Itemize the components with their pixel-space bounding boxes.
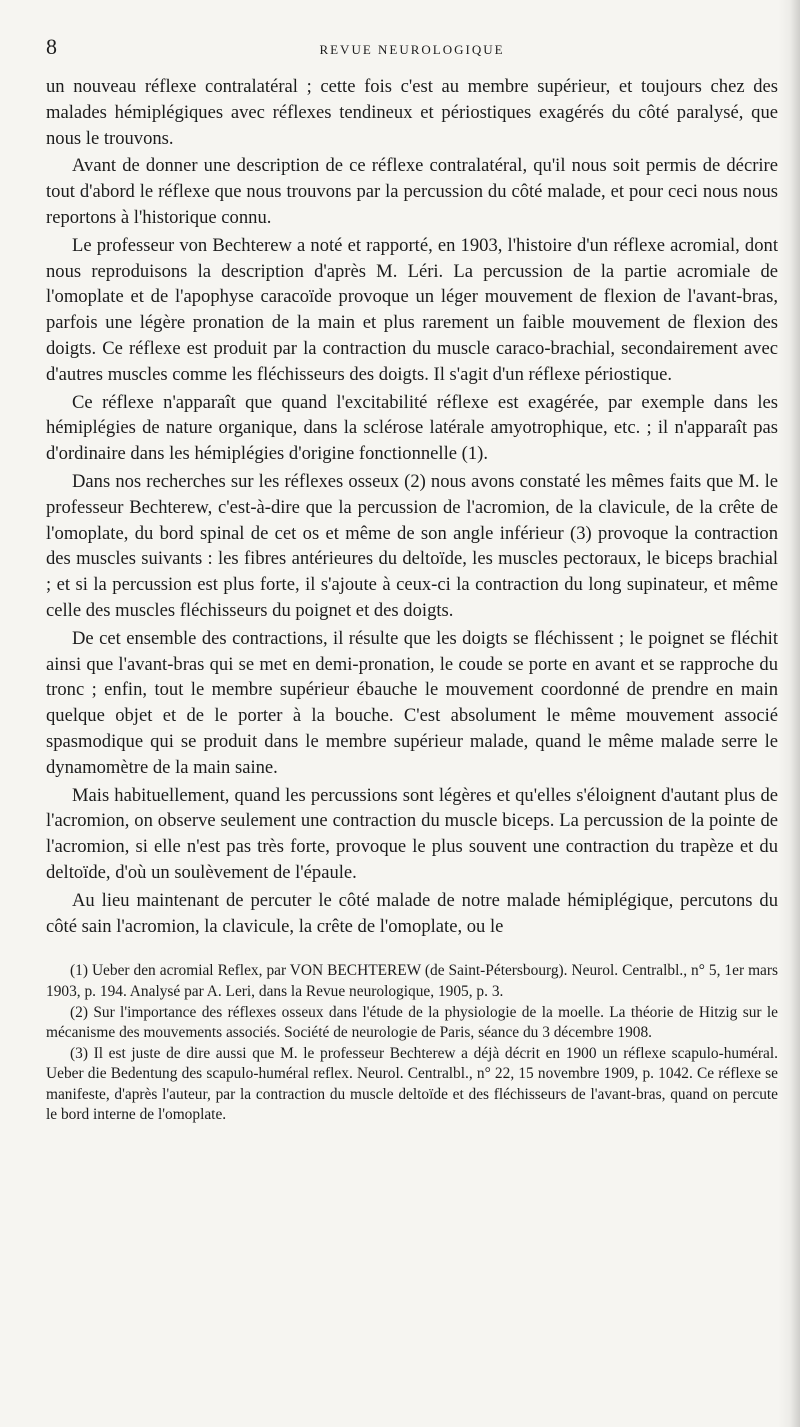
footnote-2: (2) Sur l'importance des réflexes osseux dans l'étude de la physiologie de la moelle. La théorie de Hitzig sur le mécanisme des mouvements associés. Société de neurologie de Paris, séance du 3 décembre 1908. xyxy=(46,1003,778,1041)
footnotes xyxy=(46,961,778,1125)
body-text xyxy=(46,74,778,939)
page-number: 8 xyxy=(46,34,57,59)
paragraph-bechterew-description: Le professeur von Bechterew a noté et rapporté, en 1903, l'histoire d'un réflexe acromial, dont nous reproduisons la description d'après M. Léri. La percussion de la partie acromiale de l'omoplate et de l'apophyse caracoïde provoque un léger mouvement de flexion de l'avant-bras, parfois une légère pronation de la main et plus rarement un faible mouvement de flexion des doigts. Ce réflexe est produit par la contraction du muscle caraco-brachial, secondairement avec d'autres muscles comme les fléchisseurs des doigts. Il s'agit d'un réflexe périostique. xyxy=(46,234,778,385)
paragraph-healthy-side: Au lieu maintenant de percuter le côté malade de notre malade hémiplégique, percutons du côté sain l'acromion, la clavicule, la crête de l'omoplate, ou le xyxy=(46,889,778,937)
paragraph-light-percussion: Mais habituellement, quand les percussions sont légères et qu'elles s'éloignent d'autant plus de l'acromion, on observe seulement une contraction du muscle biceps. La percussion de la pointe de l'acromion, si elle n'est pas très forte, provoque le plus souvent une contraction du trapèze et du deltoïde, d'où un soulèvement de l'épaule. xyxy=(46,784,778,883)
paragraph-continuation: un nouveau réflexe contralatéral ; cette fois c'est au membre supérieur, et toujours chez des malades hémiplégiques avec réflexes tendineux et périostiques exagérés du côté paralysé, que nous le trouvons. xyxy=(46,76,778,149)
footnote-3: (3) Il est juste de dire aussi que M. le professeur Bechterew a déjà décrit en 1900 un réflexe scapulo-huméral. Ueber die Bedentung des scapulo-huméral reflex. Neurol. Centralbl., n° 22, 15 novembre 1909, p. 1042. Ce réflexe se manifeste, d'après l'auteur, par la contraction du muscle deltoïde et des fléchisseurs de l'avant-bras, quand on percute le bord interne de l'omoplate. xyxy=(46,1045,778,1123)
paragraph-contraction-ensemble: De cet ensemble des contractions, il résulte que les doigts se fléchissent ; le poignet se fléchit ainsi que l'avant-bras qui se met en demi-pronation, le coude se porte en avant et se rapproche du tronc ; enfin, tout le membre supérieur ébauche le mouvement coordonné de prendre en main quelque objet et de le porter à la bouche. C'est absolument le même mouvement associé spasmodique qui se produit dans le membre supérieur malade, quand le même malade serre le dynamomètre de la main saine. xyxy=(46,627,778,778)
running-head xyxy=(46,30,778,62)
paragraph-research-findings: Dans nos recherches sur les réflexes osseux (2) nous avons constaté les mêmes faits que M. le professeur Bechterew, c'est-à-dire que la percussion de l'acromion, de la clavicule, de la crête de l'omoplate, du bord spinal de cet os et même de son angle inférieur (3) provoque la contraction des muscles suivants : les fibres antérieures du deltoïde, les muscles pectoraux, le biceps brachial ; et si la percussion est plus forte, il s'ajoute à ceux-ci la contraction du long supinateur, et même celle des muscles fléchisseurs du poignet et des doigts. xyxy=(46,470,778,621)
footnote-1: (1) Ueber den acromial Reflex, par VON BECHTEREW (de Saint-Pétersbourg). Neurol. Centralbl., n° 5, 1er mars 1903, p. 194. Analysé par A. Leri, dans la Revue neurologique, 1905, p. 3. xyxy=(46,962,778,1000)
page xyxy=(46,30,778,1125)
page-edge-shadow xyxy=(778,0,800,1427)
journal-title: REVUE NEUROLOGIQUE xyxy=(319,42,505,57)
paragraph-occurrence: Ce réflexe n'apparaît que quand l'excitabilité réflexe est exagérée, par exemple dans les hémiplégies de nature organique, dans la sclérose latérale amyotrophique, etc. ; il n'apparaît pas d'ordinaire dans les hémiplégies d'origine fonctionnelle (1). xyxy=(46,391,778,465)
paragraph-introduction: Avant de donner une description de ce réflexe contralatéral, qu'il nous soit permis de décrire tout d'abord le réflexe que nous trouvons par la percussion du côté malade, et pour ceci nous nous reportons à l'historique connu. xyxy=(46,155,778,228)
